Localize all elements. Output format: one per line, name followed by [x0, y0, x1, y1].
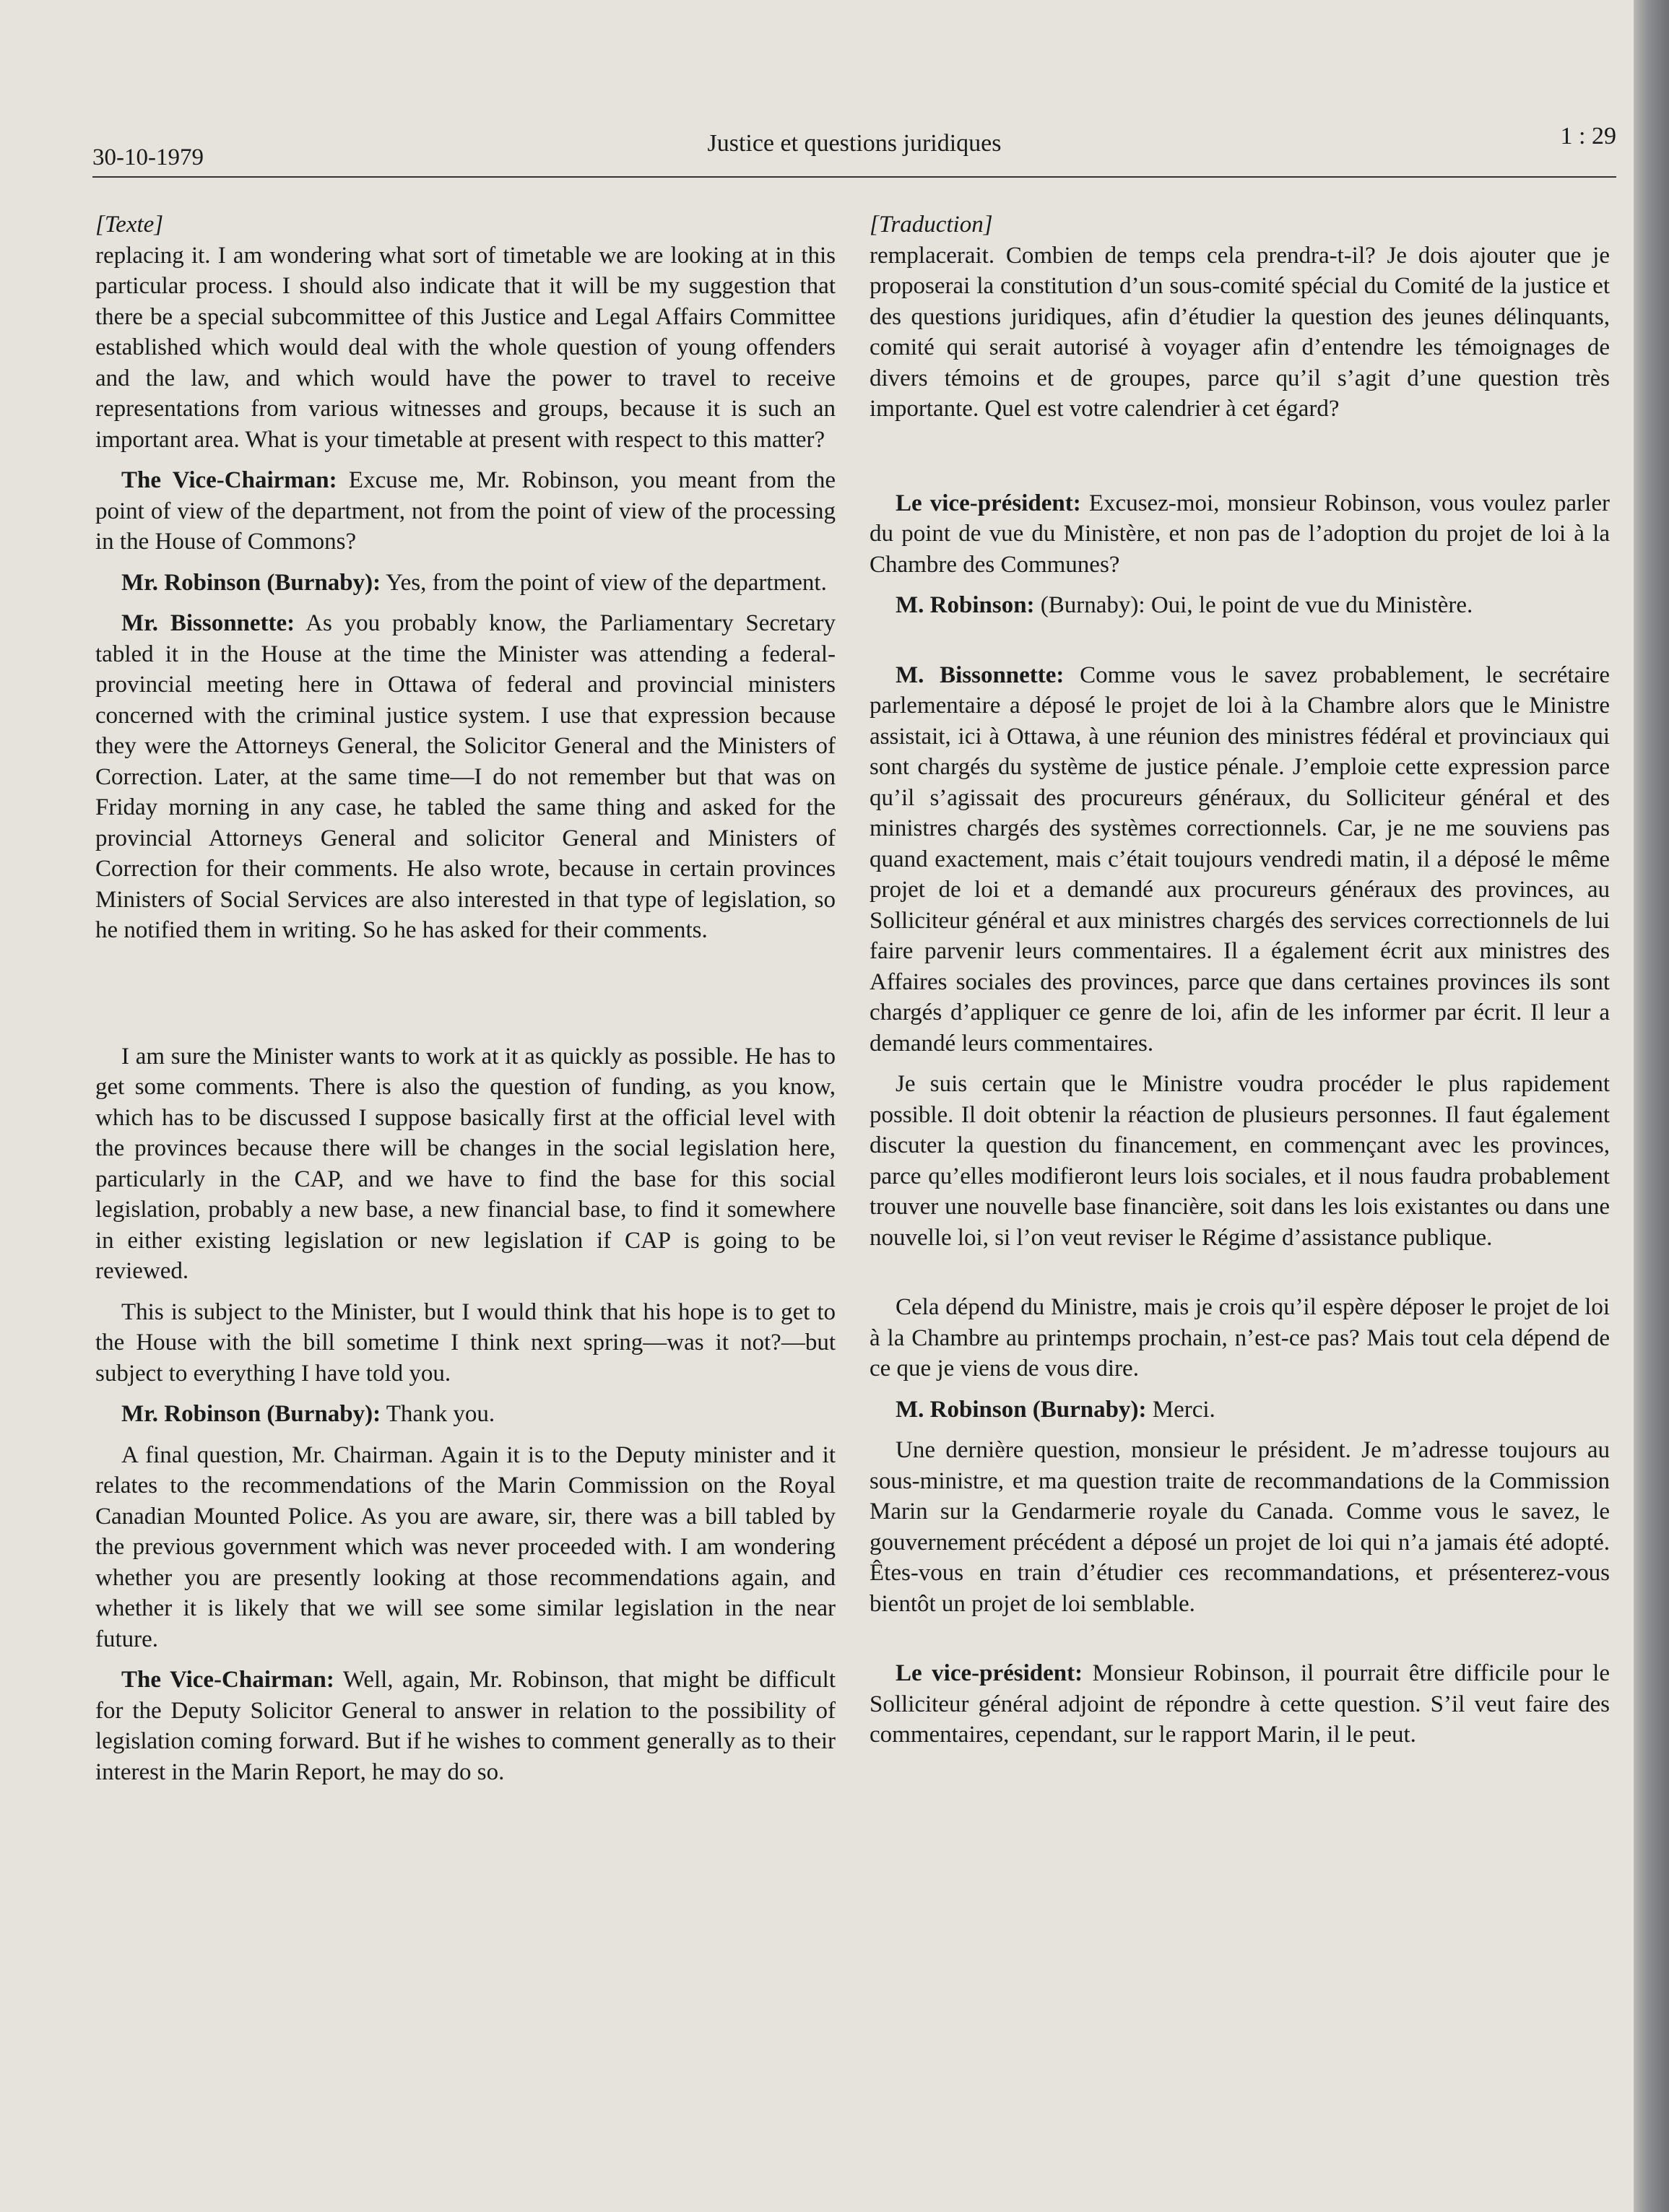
- paragraph: The Vice-Chairman: Well, again, Mr. Robinson, that might be difficult for the Deputy Solicitor General to answer in relation to the possibility of legislation coming forward. But if he wishes to comment generally as to their interest in the Marin Report, he may do so.: [95, 1667, 836, 1785]
- paragraph: Mr. Robinson (Burnaby): Thank you.: [121, 1401, 495, 1427]
- paragraph: The Vice-Chairman: Excuse me, Mr. Robinson, you meant from the point of view of the department, not from the point of view of the processing in the House of Commons?: [95, 467, 836, 555]
- paragraph: I am sure the Minister wants to work at it as quickly as possible. He has to get some comments. There is also the question of funding, as you know, which has to be discussed I suppose basically first at the official level with the provinces because there will be changes in the social legislation here, particularly in the CAP, and we have to find the base for this social legislation, probably a new base, a new financial base, to find it somewhere in either existing legislation or new legislation if CAP is going to be reviewed.: [95, 1043, 836, 1284]
- binding-edge: [1634, 0, 1669, 2212]
- paragraph: Le vice-président: Excusez-moi, monsieur Robinson, vous voulez parler du point de vue du Ministère, et non pas de l’adoption du projet de loi à la Chambre des Communes?: [870, 490, 1610, 578]
- speaker-name: M. Robinson:: [896, 592, 1035, 618]
- speaker-name: The Vice-Chairman:: [121, 1667, 334, 1693]
- header-title: Justice et questions juridiques: [707, 130, 1002, 157]
- paragraph: replacing it. I am wondering what sort of timetable we are looking at in this particular process. I should also indicate that it will be my suggestion that there be a special subcommittee of this Justice and Legal Affairs Committee established which would deal with the whole question of young offenders and the law, and which would have the power to travel to receive representations from various witnesses and groups, because it is such an important area. What is your timetable at present with respect to this matter?: [95, 242, 836, 453]
- running-header: [92, 123, 1616, 181]
- paragraph: Mr. Robinson (Burnaby): Yes, from the point of view of the department.: [121, 569, 827, 596]
- paragraph: Mr. Bissonnette: As you probably know, the Parliamentary Secretary tabled it in the House at the time the Minister was attending a federal-provincial meeting here in Ottawa of federal and provincial ministers concerned with the criminal justice system. I use that expression because they were the Attorneys General, the Solicitor General and the Ministers of Correction. Later, at the same time—I do not remember but that was on Friday morning in any case, he tabled the same thing and asked for the provincial Attorneys General and solicitor General and Ministers of Correction for their comments. He also wrote, because in certain provinces Ministers of Social Services are also interested in that type of legislation, so he notified them in writing. So he has asked for their comments.: [95, 610, 836, 943]
- paragraph: M. Robinson (Burnaby): Merci.: [896, 1396, 1215, 1423]
- paragraph: A final question, Mr. Chairman. Again it is to the Deputy minister and it relates to the recommendations of the Marin Commission on the Royal Canadian Mounted Police. As you are aware, sir, there was a bill tabled by the previous government which was never proceeded with. I am wondering whether you are presently looking at those recommendations again, and whether it is likely that we will see some similar legislation in the near future.: [95, 1441, 836, 1652]
- paragraph: M. Robinson: (Burnaby): Oui, le point de vue du Ministère.: [896, 592, 1473, 618]
- page-number: 1 : 29: [1560, 123, 1616, 149]
- paragraph: Je suis certain que le Ministre voudra procéder le plus rapidement possible. Il doit obtenir la réaction de plusieurs personnes. Il faut également discuter la question du financement, en commençant avec les provinces, parce qu’elles modifieront leurs lois sociales, et il nous faudra probablement trouver une nouvelle base financière, soit dans les lois existantes ou dans une nouvelle loi, si l’on veut reviser le Régime d’assistance publique.: [870, 1071, 1610, 1251]
- paragraph: This is subject to the Minister, but I would think that his hope is to get to the House with the bill sometime I think next spring—was it not?—but subject to everything I have told you.: [95, 1298, 836, 1387]
- speaker-name: Le vice-président:: [896, 490, 1081, 516]
- speaker-name: M. Bissonnette:: [896, 662, 1065, 688]
- speaker-name: Mr. Robinson (Burnaby):: [121, 569, 381, 596]
- paragraph: Une dernière question, monsieur le président. Je m’adresse toujours au sous-ministre, et ma question traite de recommandations de la Commission Marin sur la Gendarmerie royale du Canada. Comme vous le savez, le gouvernement précédent a déposé un projet de loi qui n’a jamais été adopté. Êtes-vous en train d’étudier ces recommandations, et présenterez-vous bientôt un projet de loi semblable.: [870, 1437, 1610, 1617]
- paragraph: remplacerait. Combien de temps cela prendra-t-il? Je dois ajouter que je proposerai la constitution d’un sous-comité spécial du Comité de la justice et des questions juridiques, afin d’étudier la question des jeunes délinquants, comité qui serait autorisé à voyager afin d’entendre les témoignages de divers témoins et de groupes, parce qu’il s’agit d’une question très importante. Quel est votre calendrier à cet égard?: [870, 242, 1610, 422]
- speaker-name: Mr. Bissonnette:: [121, 610, 295, 636]
- header-date: 30-10-1979: [92, 144, 204, 170]
- section-tag-traduction: [Traduction]: [870, 212, 993, 238]
- paragraph: Cela dépend du Ministre, mais je crois qu’il espère déposer le projet de loi à la Chambre au printemps prochain, n’est-ce pas? Mais tout cela dépend de ce que je viens de vous dire.: [870, 1294, 1610, 1382]
- speaker-name: Le vice-président:: [896, 1660, 1083, 1686]
- speaker-name: The Vice-Chairman:: [121, 467, 337, 493]
- paragraph: M. Bissonnette: Comme vous le savez probablement, le secrétaire parlementaire a déposé le projet de loi à la Chambre alors que le Ministre assistait, ici à Ottawa, à une réunion des ministres fédéral et provinciaux qui sont chargés du système de justice pénale. J’emploie cette expression parce qu’il s’agissait des procureurs généraux, du Solliciteur général et des ministres chargés des systèmes correctionnels. Car, je ne me souviens pas quand exactement, mais c’était toujours vendredi matin, il a déposé le même projet de loi et a demandé aux procureurs généraux des provinces, au Solliciteur général et aux ministres chargés des services correctionnels de lui faire parvenir leurs commentaires. Il a également écrit aux ministres des Affaires sociales des provinces, parce que dans certaines provinces ils sont chargés d’appliquer ce genre de loi, afin de les informer par écrit. Il leur a demandé leurs commentaires.: [870, 662, 1610, 1057]
- french-column: [870, 209, 1610, 2130]
- header-rule: [92, 176, 1616, 178]
- speaker-name: M. Robinson (Burnaby):: [896, 1396, 1147, 1423]
- section-tag-texte: [Texte]: [95, 212, 164, 238]
- english-column: [95, 209, 836, 2130]
- paragraph: Le vice-président: Monsieur Robinson, il pourrait être difficile pour le Solliciteur général adjoint de répondre à cette question. S’il veut faire des commentaires, cependant, sur le rapport Marin, il le peut.: [870, 1660, 1610, 1748]
- speaker-name: Mr. Robinson (Burnaby):: [121, 1401, 381, 1427]
